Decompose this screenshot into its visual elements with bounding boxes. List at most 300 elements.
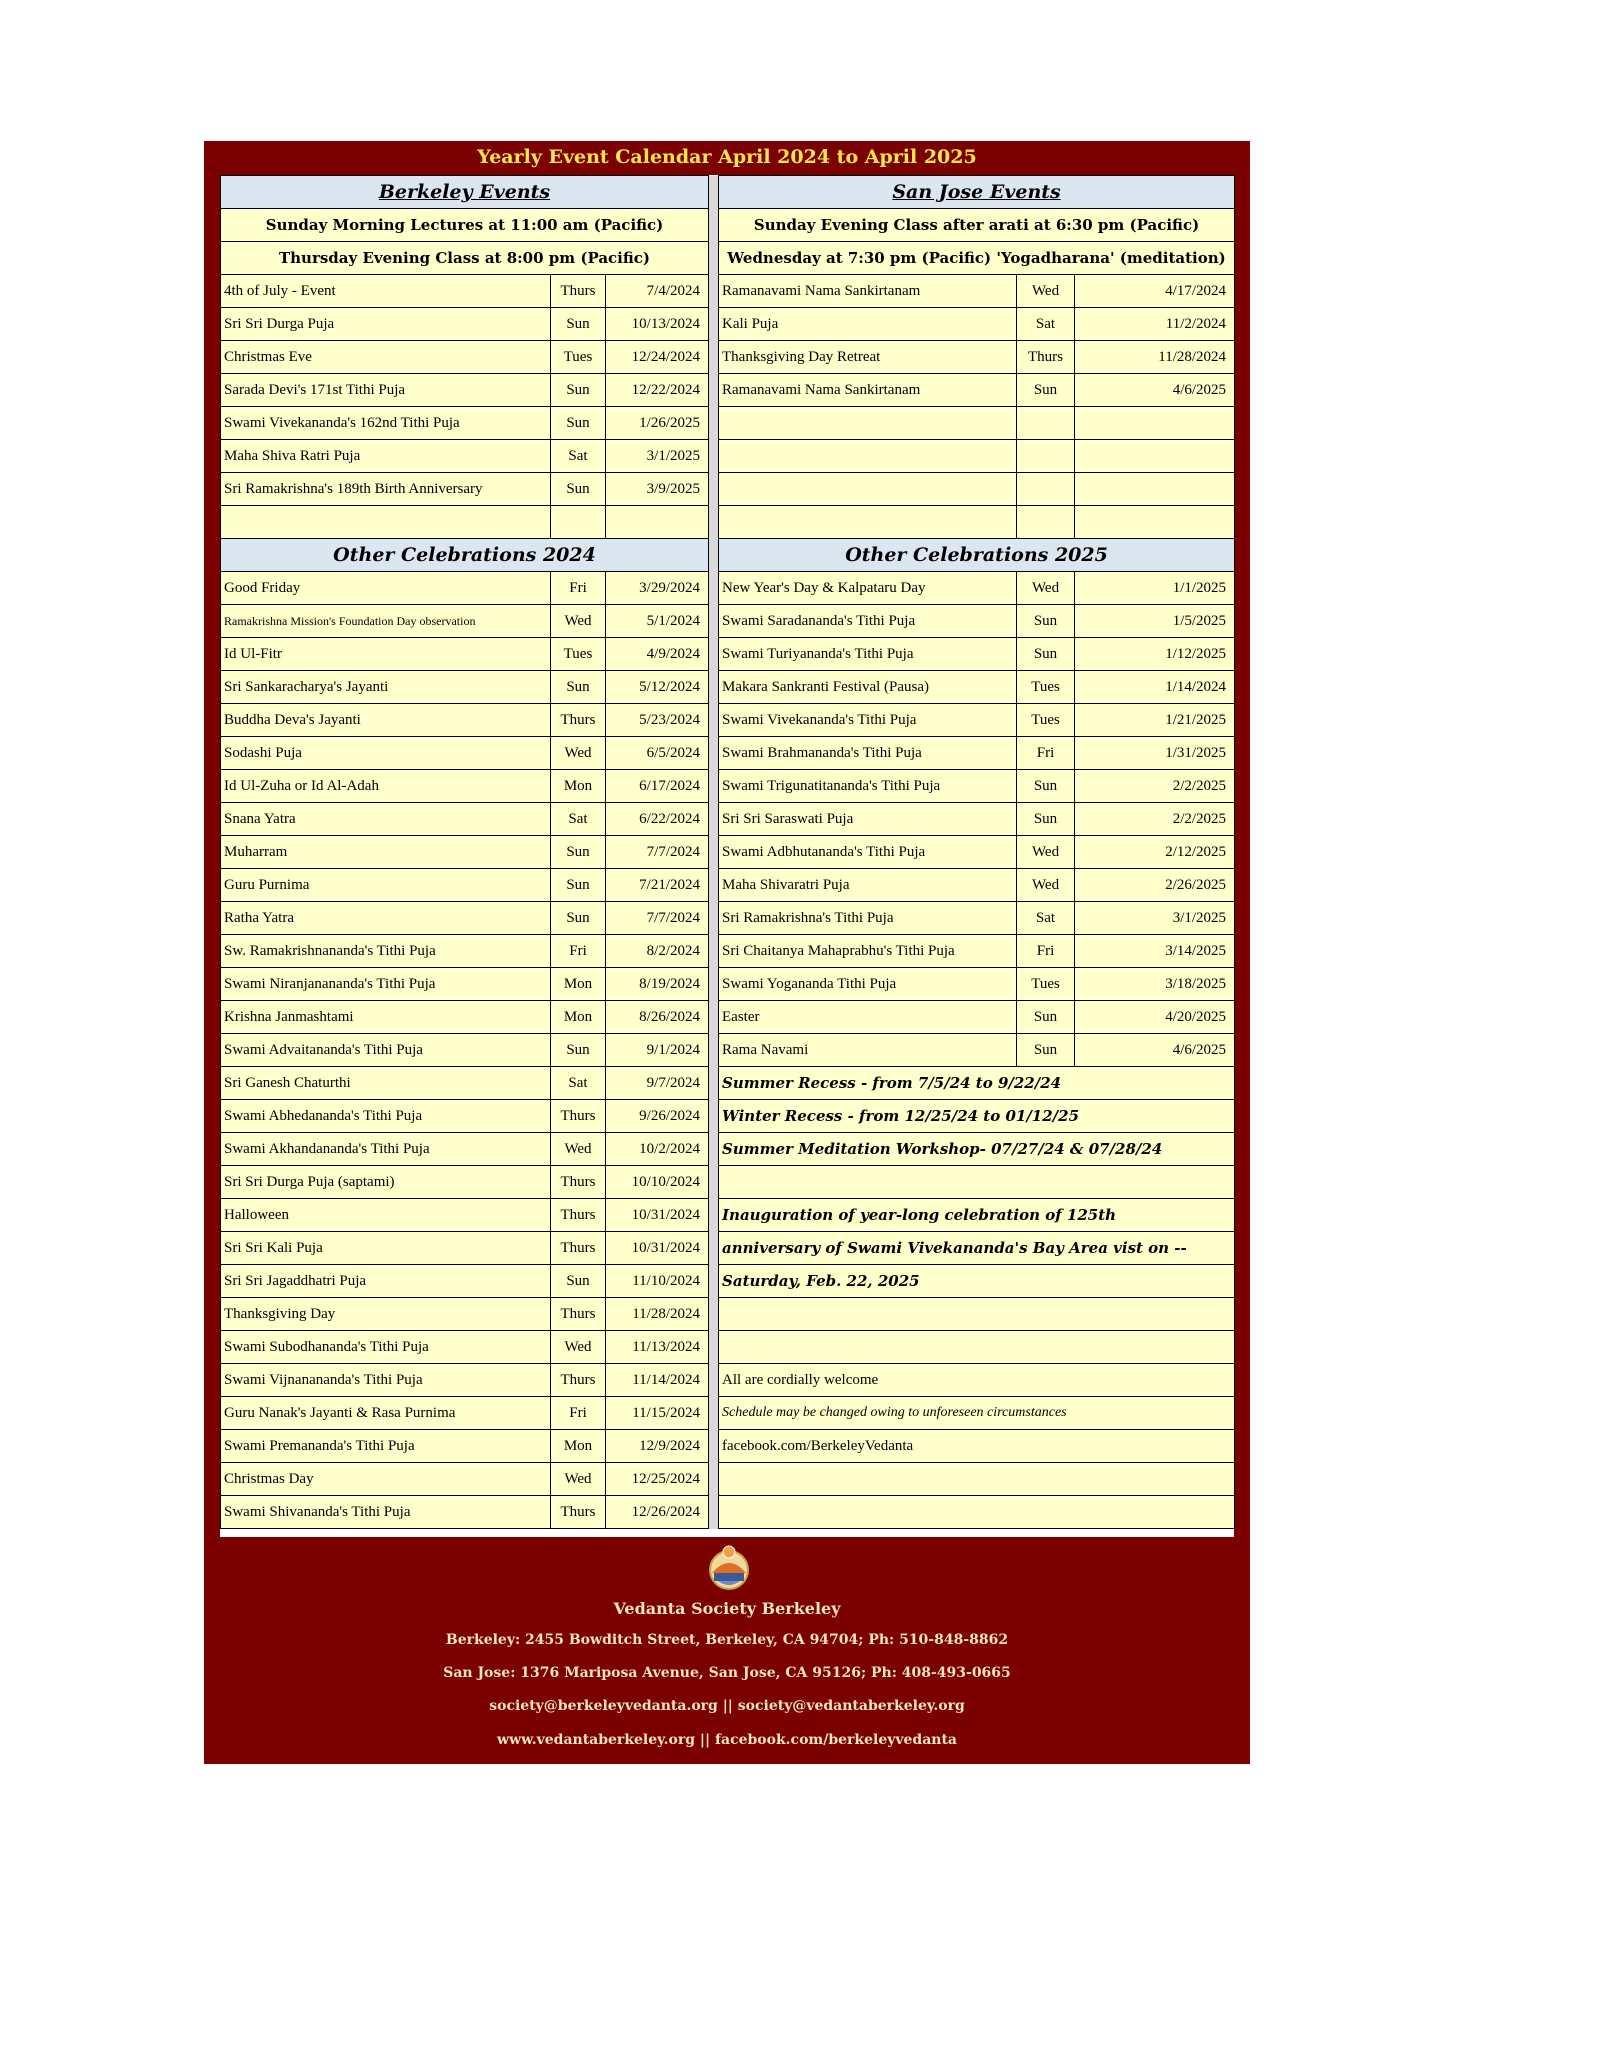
event-name: Sri Chaitanya Mahaprabhu's Tithi Puja bbox=[719, 935, 1017, 968]
column-gap bbox=[709, 836, 719, 869]
table-row bbox=[221, 1331, 1235, 1364]
column-gap bbox=[709, 1001, 719, 1034]
column-gap bbox=[709, 1265, 719, 1298]
empty-cell bbox=[1075, 440, 1235, 473]
event-date: 10/31/2024 bbox=[606, 1232, 709, 1265]
column-gap bbox=[709, 176, 719, 209]
event-name: Maha Shivaratri Puja bbox=[719, 869, 1017, 902]
event-day: Wed bbox=[551, 1133, 606, 1166]
table-row bbox=[221, 440, 1235, 473]
event-day: Sun bbox=[551, 671, 606, 704]
berkeley-heading bbox=[221, 176, 709, 209]
event-day: Thurs bbox=[551, 1232, 606, 1265]
table-row bbox=[221, 275, 1235, 308]
event-name: Easter bbox=[719, 1001, 1017, 1034]
table-row bbox=[221, 308, 1235, 341]
empty-cell bbox=[719, 407, 1017, 440]
event-date: 8/26/2024 bbox=[606, 1001, 709, 1034]
page-title: Yearly Event Calendar April 2024 to April 2025 bbox=[477, 146, 977, 168]
event-name: Buddha Deva's Jayanti bbox=[221, 704, 551, 737]
event-date: 2/2/2025 bbox=[1075, 803, 1235, 836]
event-day: Sun bbox=[551, 1034, 606, 1067]
column-gap bbox=[709, 671, 719, 704]
event-date: 6/17/2024 bbox=[606, 770, 709, 803]
event-name: Sri Sri Durga Puja bbox=[221, 308, 551, 341]
empty-cell bbox=[719, 506, 1017, 539]
event-date: 3/1/2025 bbox=[1075, 902, 1235, 935]
event-day: Sun bbox=[551, 1265, 606, 1298]
column-gap bbox=[709, 539, 719, 572]
table-row bbox=[221, 869, 1235, 902]
event-name: Swami Niranjanananda's Tithi Puja bbox=[221, 968, 551, 1001]
frame-left bbox=[204, 141, 220, 1541]
emblem-icon bbox=[708, 1543, 750, 1591]
column-gap bbox=[709, 704, 719, 737]
event-date: 11/10/2024 bbox=[606, 1265, 709, 1298]
table-row bbox=[221, 1199, 1235, 1232]
event-name: Guru Purnima bbox=[221, 869, 551, 902]
other2024-heading bbox=[221, 539, 709, 572]
note-line: Summer Meditation Workshop- 07/27/24 & 07/28/24 bbox=[719, 1133, 1235, 1166]
column-gap bbox=[709, 638, 719, 671]
event-date: 5/12/2024 bbox=[606, 671, 709, 704]
event-day: Tues bbox=[551, 341, 606, 374]
event-date: 12/25/2024 bbox=[606, 1463, 709, 1496]
empty-cell bbox=[1017, 407, 1075, 440]
event-day: Sat bbox=[551, 440, 606, 473]
event-name: Rama Navami bbox=[719, 1034, 1017, 1067]
event-date: 1/26/2025 bbox=[606, 407, 709, 440]
event-date: 7/21/2024 bbox=[606, 869, 709, 902]
table-row bbox=[221, 605, 1235, 638]
event-day: Thurs bbox=[551, 704, 606, 737]
empty-cell bbox=[606, 506, 709, 539]
event-date: 3/29/2024 bbox=[606, 572, 709, 605]
event-name: Swami Shivananda's Tithi Puja bbox=[221, 1496, 551, 1529]
column-gap bbox=[709, 737, 719, 770]
event-date: 2/2/2025 bbox=[1075, 770, 1235, 803]
table-row bbox=[221, 374, 1235, 407]
event-name: Id Ul-Zuha or Id Al-Adah bbox=[221, 770, 551, 803]
event-name: 4th of July - Event bbox=[221, 275, 551, 308]
table-row bbox=[221, 836, 1235, 869]
footer-org: Vedanta Society Berkeley bbox=[613, 1599, 841, 1618]
note-line: Schedule may be changed owing to unforeseen circumstances bbox=[719, 1397, 1235, 1430]
footer-emails[interactable]: society@berkeleyvedanta.org || society@vedantaberkeley.org bbox=[489, 1698, 965, 1714]
column-gap bbox=[709, 308, 719, 341]
table-row bbox=[221, 704, 1235, 737]
note-line bbox=[719, 1496, 1235, 1529]
table-row bbox=[221, 638, 1235, 671]
note-line: Saturday, Feb. 22, 2025 bbox=[719, 1265, 1235, 1298]
sanjose-heading-text: San Jose Events bbox=[892, 181, 1061, 203]
table-row bbox=[221, 1001, 1235, 1034]
other2025-heading-text: Other Celebrations 2025 bbox=[845, 544, 1108, 566]
sanjose-heading bbox=[719, 176, 1235, 209]
table-row bbox=[221, 1166, 1235, 1199]
column-gap bbox=[709, 1430, 719, 1463]
event-date: 10/2/2024 bbox=[606, 1133, 709, 1166]
event-day: Thurs bbox=[551, 275, 606, 308]
column-gap bbox=[709, 407, 719, 440]
event-day: Thurs bbox=[551, 1364, 606, 1397]
column-gap bbox=[709, 1298, 719, 1331]
column-gap bbox=[709, 1199, 719, 1232]
other2025-heading bbox=[719, 539, 1235, 572]
event-day: Mon bbox=[551, 968, 606, 1001]
event-day: Sun bbox=[1017, 770, 1075, 803]
event-name: Swami Yogananda Tithi Puja bbox=[719, 968, 1017, 1001]
frame-right bbox=[1234, 141, 1250, 1541]
event-day: Sat bbox=[551, 1067, 606, 1100]
event-day: Fri bbox=[551, 572, 606, 605]
event-date: 7/7/2024 bbox=[606, 902, 709, 935]
event-date: 9/1/2024 bbox=[606, 1034, 709, 1067]
empty-cell bbox=[719, 473, 1017, 506]
event-day: Tues bbox=[1017, 704, 1075, 737]
event-day: Sat bbox=[1017, 902, 1075, 935]
empty-cell bbox=[1017, 473, 1075, 506]
event-day: Wed bbox=[551, 1331, 606, 1364]
event-date: 11/28/2024 bbox=[606, 1298, 709, 1331]
event-date: 2/12/2025 bbox=[1075, 836, 1235, 869]
column-gap bbox=[709, 374, 719, 407]
event-name: Swami Vijnanananda's Tithi Puja bbox=[221, 1364, 551, 1397]
event-name: Snana Yatra bbox=[221, 803, 551, 836]
table-row bbox=[221, 176, 1235, 209]
event-date: 7/7/2024 bbox=[606, 836, 709, 869]
event-date: 3/1/2025 bbox=[606, 440, 709, 473]
table-row bbox=[221, 1265, 1235, 1298]
note-line: Summer Recess - from 7/5/24 to 9/22/24 bbox=[719, 1067, 1235, 1100]
event-day: Fri bbox=[1017, 935, 1075, 968]
event-date: 8/19/2024 bbox=[606, 968, 709, 1001]
footer-web[interactable]: www.vedantaberkeley.org || facebook.com/berkeleyvedanta bbox=[497, 1732, 957, 1748]
event-name: Sri Ramakrishna's Tithi Puja bbox=[719, 902, 1017, 935]
column-gap bbox=[709, 1331, 719, 1364]
table-row bbox=[221, 1232, 1235, 1265]
event-day: Fri bbox=[551, 935, 606, 968]
event-name: Kali Puja bbox=[719, 308, 1017, 341]
event-date: 1/14/2024 bbox=[1075, 671, 1235, 704]
note-line bbox=[719, 1298, 1235, 1331]
column-gap bbox=[709, 1133, 719, 1166]
column-gap bbox=[709, 1364, 719, 1397]
table-row bbox=[221, 539, 1235, 572]
table-row bbox=[221, 935, 1235, 968]
footer-sanjose-address: San Jose: 1376 Mariposa Avenue, San Jose, CA 95126; Ph: 408-493-0665 bbox=[443, 1665, 1011, 1681]
event-day: Thurs bbox=[551, 1199, 606, 1232]
event-day: Thurs bbox=[551, 1100, 606, 1133]
event-day: Sun bbox=[1017, 1001, 1075, 1034]
event-day: Sun bbox=[1017, 1034, 1075, 1067]
event-day: Sun bbox=[551, 836, 606, 869]
table-row bbox=[221, 902, 1235, 935]
event-name: Christmas Day bbox=[221, 1463, 551, 1496]
empty-cell bbox=[1075, 506, 1235, 539]
event-name: Guru Nanak's Jayanti & Rasa Purnima bbox=[221, 1397, 551, 1430]
event-date: 3/9/2025 bbox=[606, 473, 709, 506]
event-day: Thurs bbox=[1017, 341, 1075, 374]
berkeley-line2: Thursday Evening Class at 8:00 pm (Pacific) bbox=[221, 242, 709, 275]
event-day: Sun bbox=[551, 902, 606, 935]
table-row bbox=[221, 1463, 1235, 1496]
column-gap bbox=[709, 902, 719, 935]
event-name: Swami Saradananda's Tithi Puja bbox=[719, 605, 1017, 638]
column-gap bbox=[709, 341, 719, 374]
table-row bbox=[221, 1430, 1235, 1463]
empty-cell bbox=[1075, 473, 1235, 506]
event-name: Thanksgiving Day Retreat bbox=[719, 341, 1017, 374]
event-name: Thanksgiving Day bbox=[221, 1298, 551, 1331]
event-name: Ramanavami Nama Sankirtanam bbox=[719, 275, 1017, 308]
event-date: 9/26/2024 bbox=[606, 1100, 709, 1133]
table-row bbox=[221, 407, 1235, 440]
column-gap bbox=[709, 803, 719, 836]
event-name: Sri Sri Kali Puja bbox=[221, 1232, 551, 1265]
event-day: Sun bbox=[551, 473, 606, 506]
note-line bbox=[719, 1331, 1235, 1364]
event-name: Sri Sankaracharya's Jayanti bbox=[221, 671, 551, 704]
note-line: Inauguration of year-long celebration of 125th bbox=[719, 1199, 1235, 1232]
column-gap bbox=[709, 935, 719, 968]
event-name: Sw. Ramakrishnananda's Tithi Puja bbox=[221, 935, 551, 968]
event-name: Swami Advaitananda's Tithi Puja bbox=[221, 1034, 551, 1067]
event-name: Ratha Yatra bbox=[221, 902, 551, 935]
empty-cell bbox=[221, 506, 551, 539]
event-date: 1/5/2025 bbox=[1075, 605, 1235, 638]
sanjose-line2: Wednesday at 7:30 pm (Pacific) 'Yogadharana' (meditation) bbox=[719, 242, 1235, 275]
table-row bbox=[221, 1397, 1235, 1430]
column-gap bbox=[709, 1232, 719, 1265]
event-name: Swami Turiyananda's Tithi Puja bbox=[719, 638, 1017, 671]
event-name: Swami Brahmananda's Tithi Puja bbox=[719, 737, 1017, 770]
column-gap bbox=[709, 1100, 719, 1133]
event-day: Wed bbox=[551, 1463, 606, 1496]
calendar-sheet bbox=[204, 141, 1250, 1764]
other2024-heading-text: Other Celebrations 2024 bbox=[333, 544, 596, 566]
event-day: Sun bbox=[1017, 638, 1075, 671]
table-row bbox=[221, 968, 1235, 1001]
event-date: 6/22/2024 bbox=[606, 803, 709, 836]
table-row bbox=[221, 803, 1235, 836]
table-row bbox=[221, 209, 1235, 242]
event-date: 12/26/2024 bbox=[606, 1496, 709, 1529]
event-name: Muharram bbox=[221, 836, 551, 869]
event-date: 1/21/2025 bbox=[1075, 704, 1235, 737]
event-day: Sat bbox=[551, 803, 606, 836]
event-day: Tues bbox=[1017, 968, 1075, 1001]
note-line: anniversary of Swami Vivekananda's Bay Area vist on -- bbox=[719, 1232, 1235, 1265]
event-day: Wed bbox=[1017, 869, 1075, 902]
empty-cell bbox=[1075, 407, 1235, 440]
sanjose-line1: Sunday Evening Class after arati at 6:30 pm (Pacific) bbox=[719, 209, 1235, 242]
event-day: Wed bbox=[1017, 836, 1075, 869]
event-name: Swami Subodhananda's Tithi Puja bbox=[221, 1331, 551, 1364]
event-day: Tues bbox=[551, 638, 606, 671]
event-name: New Year's Day & Kalpataru Day bbox=[719, 572, 1017, 605]
event-name: Sri Ganesh Chaturthi bbox=[221, 1067, 551, 1100]
event-name: Ramakrishna Mission's Foundation Day observation bbox=[221, 605, 551, 638]
event-date: 6/5/2024 bbox=[606, 737, 709, 770]
event-date: 12/22/2024 bbox=[606, 374, 709, 407]
event-date: 4/6/2025 bbox=[1075, 1034, 1235, 1067]
event-day: Thurs bbox=[551, 1496, 606, 1529]
event-day: Fri bbox=[1017, 737, 1075, 770]
column-gap bbox=[709, 1397, 719, 1430]
event-name: Sodashi Puja bbox=[221, 737, 551, 770]
table-row bbox=[221, 242, 1235, 275]
table-row bbox=[221, 1034, 1235, 1067]
table-row bbox=[221, 1496, 1235, 1529]
event-name: Sri Ramakrishna's 189th Birth Anniversary bbox=[221, 473, 551, 506]
note-line bbox=[719, 1166, 1235, 1199]
event-day: Wed bbox=[551, 737, 606, 770]
event-name: Krishna Janmashtami bbox=[221, 1001, 551, 1034]
event-date: 9/7/2024 bbox=[606, 1067, 709, 1100]
empty-cell bbox=[1017, 440, 1075, 473]
table-row bbox=[221, 341, 1235, 374]
event-day: Sun bbox=[551, 407, 606, 440]
event-name: Good Friday bbox=[221, 572, 551, 605]
footer bbox=[204, 1537, 1250, 1764]
table-row bbox=[221, 1133, 1235, 1166]
column-gap bbox=[709, 1034, 719, 1067]
event-day: Mon bbox=[551, 1001, 606, 1034]
event-date: 1/1/2025 bbox=[1075, 572, 1235, 605]
event-date: 11/13/2024 bbox=[606, 1331, 709, 1364]
event-date: 11/28/2024 bbox=[1075, 341, 1235, 374]
table-row bbox=[221, 1298, 1235, 1331]
event-day: Thurs bbox=[551, 1166, 606, 1199]
event-date: 5/23/2024 bbox=[606, 704, 709, 737]
table-row bbox=[221, 1067, 1235, 1100]
table-row bbox=[221, 671, 1235, 704]
event-name: Makara Sankranti Festival (Pausa) bbox=[719, 671, 1017, 704]
footer-berkeley-address: Berkeley: 2455 Bowditch Street, Berkeley, CA 94704; Ph: 510-848-8862 bbox=[445, 1632, 1009, 1648]
event-date: 7/4/2024 bbox=[606, 275, 709, 308]
event-date: 12/9/2024 bbox=[606, 1430, 709, 1463]
column-gap bbox=[709, 968, 719, 1001]
event-day: Thurs bbox=[551, 1298, 606, 1331]
column-gap bbox=[709, 440, 719, 473]
table-row bbox=[221, 1100, 1235, 1133]
event-name: Sri Sri Jagaddhatri Puja bbox=[221, 1265, 551, 1298]
event-day: Sun bbox=[551, 869, 606, 902]
event-day: Tues bbox=[1017, 671, 1075, 704]
event-day: Sun bbox=[1017, 803, 1075, 836]
event-name: Maha Shiva Ratri Puja bbox=[221, 440, 551, 473]
event-name: Swami Abhedananda's Tithi Puja bbox=[221, 1100, 551, 1133]
event-day: Wed bbox=[551, 605, 606, 638]
event-date: 4/20/2025 bbox=[1075, 1001, 1235, 1034]
column-gap bbox=[709, 770, 719, 803]
berkeley-line1: Sunday Morning Lectures at 11:00 am (Pacific) bbox=[221, 209, 709, 242]
event-date: 11/15/2024 bbox=[606, 1397, 709, 1430]
event-day: Sun bbox=[551, 374, 606, 407]
empty-cell bbox=[551, 506, 606, 539]
table-row bbox=[221, 1364, 1235, 1397]
note-line: Winter Recess - from 12/25/24 to 01/12/25 bbox=[719, 1100, 1235, 1133]
event-date: 10/31/2024 bbox=[606, 1199, 709, 1232]
event-name: Sri Sri Durga Puja (saptami) bbox=[221, 1166, 551, 1199]
event-date: 4/6/2025 bbox=[1075, 374, 1235, 407]
event-day: Wed bbox=[1017, 275, 1075, 308]
event-date: 11/2/2024 bbox=[1075, 308, 1235, 341]
column-gap bbox=[709, 506, 719, 539]
event-name: Swami Vivekananda's 162nd Tithi Puja bbox=[221, 407, 551, 440]
column-gap bbox=[709, 275, 719, 308]
event-name: Swami Akhandananda's Tithi Puja bbox=[221, 1133, 551, 1166]
event-name: Ramanavami Nama Sankirtanam bbox=[719, 374, 1017, 407]
event-date: 3/14/2025 bbox=[1075, 935, 1235, 968]
event-date: 10/13/2024 bbox=[606, 308, 709, 341]
table-row bbox=[221, 770, 1235, 803]
event-name: Id Ul-Fitr bbox=[221, 638, 551, 671]
event-name: Swami Vivekananda's Tithi Puja bbox=[719, 704, 1017, 737]
event-date: 11/14/2024 bbox=[606, 1364, 709, 1397]
column-gap bbox=[709, 605, 719, 638]
event-date: 10/10/2024 bbox=[606, 1166, 709, 1199]
note-line: All are cordially welcome bbox=[719, 1364, 1235, 1397]
event-date: 3/18/2025 bbox=[1075, 968, 1235, 1001]
event-date: 1/12/2025 bbox=[1075, 638, 1235, 671]
event-name: Sri Sri Saraswati Puja bbox=[719, 803, 1017, 836]
event-day: Sun bbox=[1017, 374, 1075, 407]
note-line: facebook.com/BerkeleyVedanta bbox=[719, 1430, 1235, 1463]
column-gap bbox=[709, 242, 719, 275]
empty-cell bbox=[1017, 506, 1075, 539]
event-date: 4/17/2024 bbox=[1075, 275, 1235, 308]
table-row bbox=[221, 473, 1235, 506]
berkeley-heading-text: Berkeley Events bbox=[378, 181, 551, 203]
event-name: Halloween bbox=[221, 1199, 551, 1232]
event-date: 12/24/2024 bbox=[606, 341, 709, 374]
event-name: Swami Premananda's Tithi Puja bbox=[221, 1430, 551, 1463]
event-date: 1/31/2025 bbox=[1075, 737, 1235, 770]
event-day: Mon bbox=[551, 770, 606, 803]
note-line bbox=[719, 1463, 1235, 1496]
column-gap bbox=[709, 1463, 719, 1496]
event-name: Swami Adbhutananda's Tithi Puja bbox=[719, 836, 1017, 869]
column-gap bbox=[709, 209, 719, 242]
event-date: 2/26/2025 bbox=[1075, 869, 1235, 902]
event-table bbox=[220, 175, 1235, 1529]
event-date: 4/9/2024 bbox=[606, 638, 709, 671]
empty-cell bbox=[719, 440, 1017, 473]
table-row bbox=[221, 737, 1235, 770]
column-gap bbox=[709, 1496, 719, 1529]
table-row bbox=[221, 572, 1235, 605]
column-gap bbox=[709, 1067, 719, 1100]
table-row bbox=[221, 506, 1235, 539]
event-day: Wed bbox=[1017, 572, 1075, 605]
event-name: Swami Trigunatitananda's Tithi Puja bbox=[719, 770, 1017, 803]
column-gap bbox=[709, 473, 719, 506]
event-day: Mon bbox=[551, 1430, 606, 1463]
event-name: Sarada Devi's 171st Tithi Puja bbox=[221, 374, 551, 407]
event-date: 8/2/2024 bbox=[606, 935, 709, 968]
column-gap bbox=[709, 572, 719, 605]
column-gap bbox=[709, 869, 719, 902]
event-day: Sun bbox=[551, 308, 606, 341]
event-day: Sun bbox=[1017, 605, 1075, 638]
event-name: Christmas Eve bbox=[221, 341, 551, 374]
event-day: Fri bbox=[551, 1397, 606, 1430]
column-gap bbox=[709, 1166, 719, 1199]
event-day: Sat bbox=[1017, 308, 1075, 341]
event-date: 5/1/2024 bbox=[606, 605, 709, 638]
